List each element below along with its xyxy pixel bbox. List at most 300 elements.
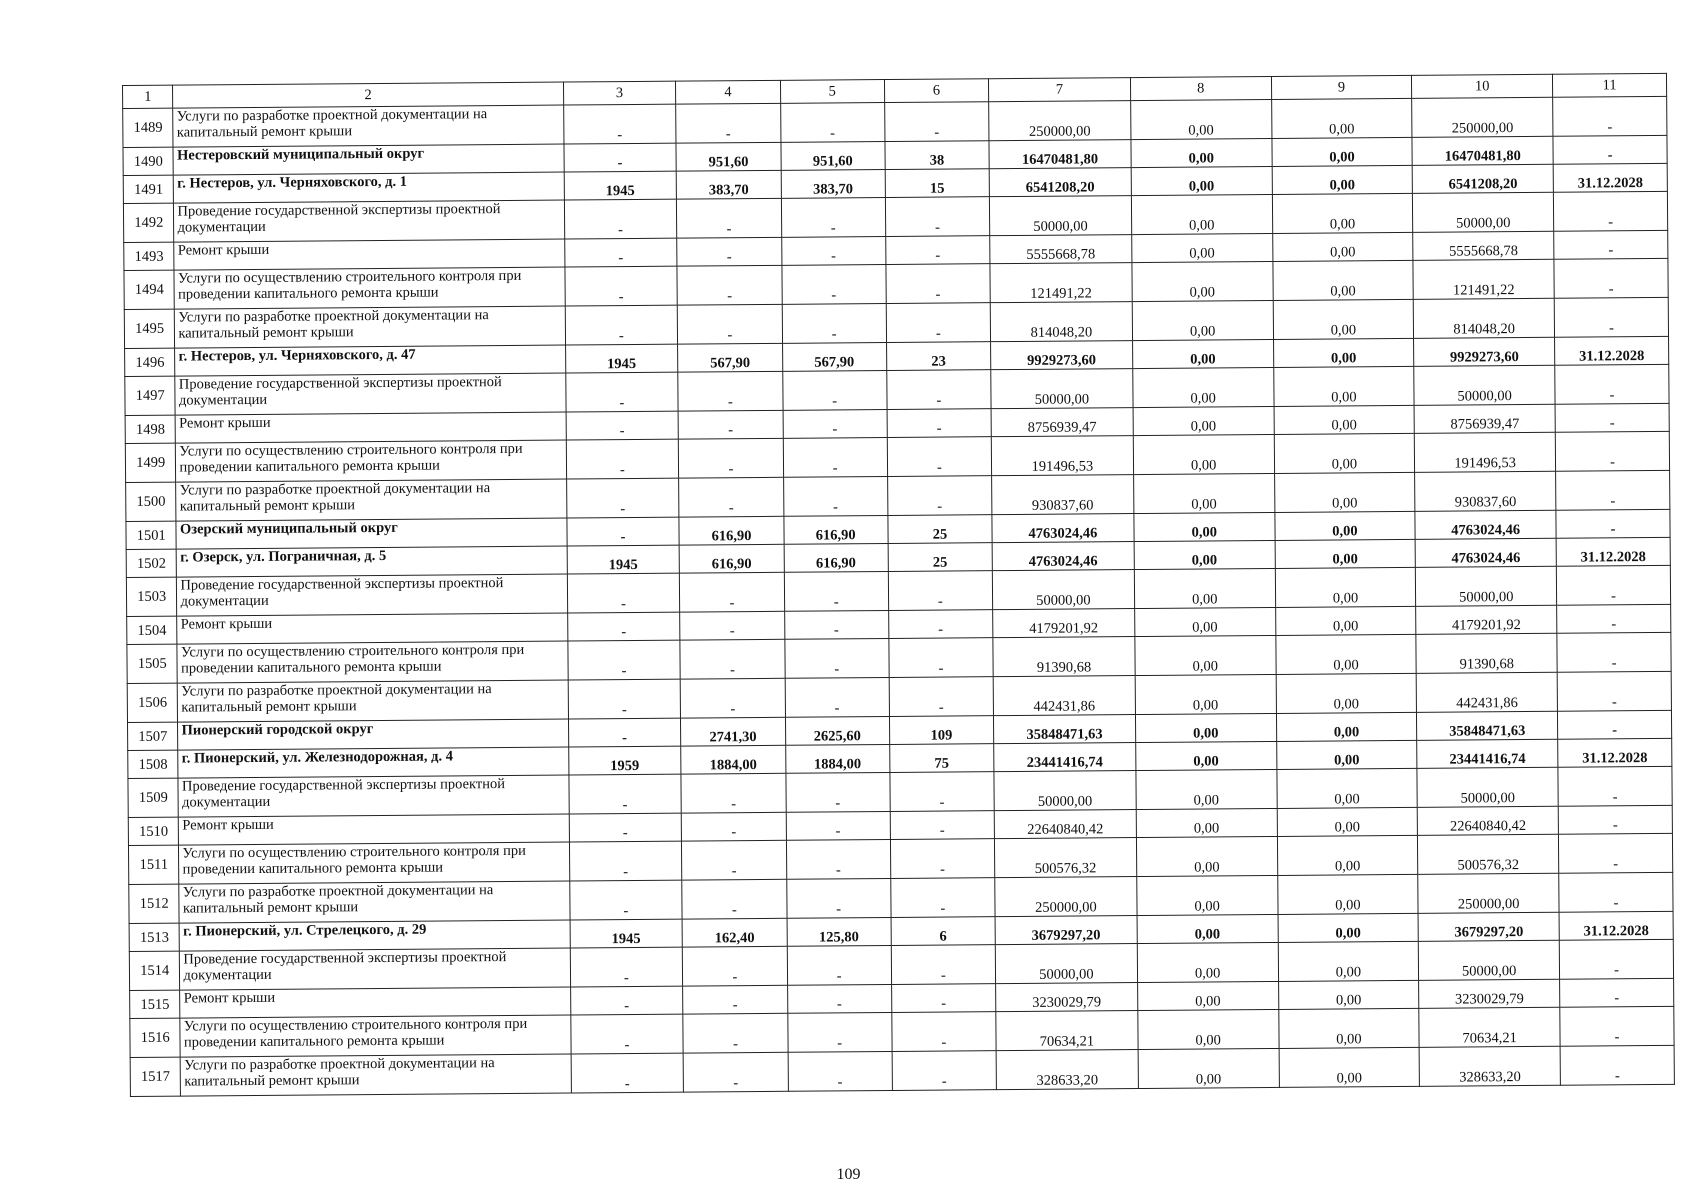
row-number-cell: 1497 [125,376,176,415]
cost-other-cell: 0,00 [1272,260,1413,300]
deadline-cell: - [1557,632,1671,672]
name-cell: Услуги по осуществлению строительного контроля при проведении капитального ремонта крыши [177,641,567,683]
cost-total-cell: 22640840,42 [994,810,1136,839]
cost-fund-cell: 0,00 [1133,473,1274,513]
row-number-cell: 1509 [128,778,179,817]
cost-total-cell: 50000,00 [991,369,1133,409]
cost-other-cell: 0,00 [1275,634,1416,674]
cost-total-cell: 121491,22 [990,263,1132,303]
cost-fund-cell: 0,00 [1133,367,1274,407]
cost-fund-cell: 0,00 [1135,741,1276,770]
residents-cell: - [887,370,992,410]
residents-cell: - [891,984,995,1013]
cost-owner-cell: 4763024,46 [1415,510,1556,539]
residents-cell: - [891,878,996,918]
area-total-cell: 1884,00 [681,745,785,774]
column-number-cell: 8 [1130,76,1271,100]
residents-cell: - [884,102,989,142]
cost-other-cell: 0,00 [1274,511,1415,540]
year-cell: 1945 [570,919,683,948]
name-cell: Проведение государственной экспертизы проектной документации [174,200,564,242]
cost-total-cell: 4179201,92 [993,609,1135,638]
name-cell: Услуги по разработке проектной документации на капитальный ремонт крыши [179,881,569,923]
name-cell: г. Пионерский, ул. Железнодорожная, д. 4 [178,747,568,778]
name-cell: Услуги по осуществлению строительного контроля при проведении капитального ремонта крыши [179,842,569,884]
cost-owner-cell: 328633,20 [1419,1046,1560,1086]
row-number-cell: 1515 [130,990,181,1018]
cost-owner-cell: 6541208,20 [1412,164,1553,193]
year-cell: - [569,813,682,842]
area-living-cell: - [786,839,891,879]
cost-fund-cell: 0,00 [1132,261,1273,301]
residents-cell: - [889,638,994,678]
cost-other-cell: 0,00 [1273,299,1414,339]
residents-cell: 109 [889,716,993,745]
cost-total-cell: 500576,32 [994,838,1136,878]
residents-cell: - [888,610,992,639]
year-cell: - [566,517,679,546]
cost-other-cell: 0,00 [1274,405,1415,434]
area-living-cell: - [788,1051,893,1091]
name-cell: Ремонт крыши [180,987,570,1018]
page-number: 109 [836,1166,861,1183]
year-cell: - [570,986,683,1015]
cost-owner-cell: 4179201,92 [1416,605,1557,634]
area-total-cell: - [682,840,787,880]
name-cell: Ремонт крыши [179,814,569,845]
area-living-cell: - [781,198,886,238]
cost-total-cell: 4763024,46 [992,542,1134,571]
column-number-cell: 5 [780,80,884,104]
document-sheet [122,73,1675,1145]
name-cell: Услуги по разработке проектной документации на капитальный ремонт крыши [178,680,568,722]
cost-owner-cell: 442431,86 [1416,672,1557,712]
cost-total-cell: 930837,60 [992,475,1134,515]
cost-fund-cell: 0,00 [1137,914,1278,943]
area-total-cell: 951,60 [676,142,780,171]
cost-fund-cell: 0,00 [1135,635,1276,675]
cost-owner-cell: 50000,00 [1414,365,1555,405]
deadline-cell: - [1560,1006,1674,1046]
cost-total-cell: 35848471,63 [993,715,1135,744]
deadline-cell: - [1553,191,1667,231]
row-number-cell: 1489 [123,108,174,147]
area-total-cell: - [680,639,785,679]
cost-owner-cell: 70634,21 [1419,1007,1560,1047]
row-number-cell: 1500 [126,482,177,521]
residents-cell: 15 [885,169,989,198]
residents-cell: - [887,437,992,477]
cost-total-cell: 250000,00 [989,101,1131,141]
year-cell: - [564,199,677,239]
area-total-cell: - [678,371,783,411]
residents-cell: - [887,476,992,516]
cost-other-cell: 0,00 [1276,673,1417,713]
cost-other-cell: 0,00 [1273,338,1414,367]
cost-total-cell: 50000,00 [994,771,1136,811]
cost-fund-cell: 0,00 [1134,540,1275,569]
year-cell: - [564,238,677,267]
name-cell: Озерский муниципальный округ [176,518,566,549]
row-number-cell: 1498 [125,415,176,443]
residents-cell: - [889,677,994,717]
area-living-cell: 616,90 [783,515,887,544]
area-living-cell: - [784,610,888,639]
year-cell: - [566,411,679,440]
row-number-cell: 1513 [129,923,180,951]
cost-fund-cell: 0,00 [1132,233,1273,262]
area-living-cell: - [787,945,892,985]
row-number-cell: 1505 [127,644,178,683]
cost-owner-cell: 930837,60 [1415,471,1556,511]
name-cell: Ремонт крыши [177,613,567,644]
area-living-cell: 125,80 [787,917,891,946]
cost-total-cell: 23441416,74 [994,743,1136,772]
area-total-cell: - [678,304,783,344]
area-total-cell: - [683,985,787,1014]
cost-owner-cell: 3679297,20 [1418,912,1559,941]
area-total-cell: - [677,265,782,305]
deadline-cell: - [1558,766,1672,806]
year-cell: - [570,1014,683,1054]
name-cell: Пионерский городской округ [178,719,568,750]
area-living-cell: - [786,811,890,840]
year-cell: - [568,679,681,719]
year-cell: - [569,841,682,881]
cost-other-cell: 0,00 [1273,366,1414,406]
row-number-cell: 1501 [126,521,177,549]
area-total-cell: - [678,410,782,439]
year-cell: - [568,774,681,814]
cost-other-cell: 0,00 [1278,980,1419,1009]
row-number-cell: 1514 [129,951,180,990]
area-total-cell: - [680,572,785,612]
cost-other-cell: 0,00 [1278,913,1419,942]
cost-other-cell: 0,00 [1276,740,1417,769]
area-total-cell: - [679,438,784,478]
cost-owner-cell: 191496,53 [1415,432,1556,472]
cost-total-cell: 442431,86 [993,676,1135,716]
name-cell: Нестеровский муниципальный округ [173,144,563,175]
row-number-cell: 1511 [128,845,179,884]
area-total-cell: - [683,1052,788,1092]
name-cell: Услуги по осуществлению строительного контроля при проведении капитального ремонта крыши [176,440,566,482]
cost-other-cell: 0,00 [1272,165,1413,194]
cost-other-cell: 0,00 [1277,835,1418,875]
year-cell: - [563,143,676,172]
cost-owner-cell: 5555668,78 [1413,231,1554,260]
residents-cell: - [892,1012,997,1052]
cost-total-cell: 50000,00 [989,196,1131,236]
area-living-cell: 951,60 [781,142,885,171]
residents-cell: 6 [891,917,995,946]
deadline-cell: - [1555,364,1669,404]
row-number-cell: 1506 [127,683,178,722]
area-living-cell: 616,90 [784,543,888,572]
deadline-cell: - [1559,872,1673,912]
area-living-cell: - [787,984,891,1013]
area-living-cell: - [783,477,888,517]
cost-other-cell: 0,00 [1274,472,1415,512]
year-cell: - [565,305,678,345]
area-living-cell: - [785,677,890,717]
cost-owner-cell: 121491,22 [1413,259,1554,299]
area-total-cell: - [683,946,788,986]
year-cell: 1945 [564,171,677,200]
area-living-cell: - [782,371,887,411]
year-cell: - [570,947,683,987]
cost-total-cell: 3679297,20 [995,916,1137,945]
cost-fund-cell: 0,00 [1131,138,1272,167]
deadline-cell: - [1555,403,1669,432]
cost-fund-cell: 0,00 [1134,568,1275,608]
year-cell: - [565,372,678,412]
area-total-cell: - [680,611,784,640]
area-total-cell: 162,40 [682,918,786,947]
cost-other-cell: 0,00 [1277,807,1418,836]
area-total-cell: 616,90 [679,544,783,573]
year-cell: - [567,573,680,613]
deadline-cell: - [1559,939,1673,979]
deadline-cell: 31.12.2028 [1553,163,1667,192]
cost-other-cell: 0,00 [1277,874,1418,914]
cost-total-cell: 8756939,47 [991,408,1133,437]
capital-repair-table [122,73,1675,1097]
cost-fund-cell: 0,00 [1133,434,1274,474]
residents-cell: - [888,571,993,611]
deadline-cell: 31.12.2028 [1559,911,1673,940]
cost-other-cell: 0,00 [1278,1008,1419,1048]
name-cell: Услуги по осуществлению строительного контроля при проведении капитального ремонта крыши [174,267,564,309]
row-number-cell: 1495 [124,309,175,348]
cost-fund-cell: 0,00 [1135,674,1276,714]
cost-other-cell: 0,00 [1276,768,1417,808]
cost-fund-cell: 0,00 [1132,300,1273,340]
row-number-cell: 1502 [126,549,177,577]
cost-other-cell: 0,00 [1275,567,1416,607]
cost-owner-cell: 4763024,46 [1415,538,1556,567]
cost-owner-cell: 8756939,47 [1414,404,1555,433]
cost-fund-cell: 0,00 [1136,836,1277,876]
deadline-cell: 31.12.2028 [1555,336,1669,365]
area-living-cell: - [780,103,885,143]
row-number-cell: 1499 [125,443,176,482]
residents-cell: - [890,839,995,879]
deadline-cell: - [1554,258,1668,298]
cost-owner-cell: 16470481,80 [1412,136,1553,165]
cost-owner-cell: 250000,00 [1418,873,1559,913]
cost-total-cell: 814048,20 [990,302,1132,342]
year-cell: 1945 [565,344,678,373]
cost-fund-cell: 0,00 [1131,194,1272,234]
year-cell: - [568,718,681,747]
deadline-cell: - [1558,833,1672,873]
column-number-cell: 3 [563,81,676,105]
area-total-cell: 2741,30 [681,717,785,746]
cost-fund-cell: 0,00 [1137,942,1278,982]
deadline-cell: - [1557,604,1671,633]
deadline-cell: - [1554,297,1668,337]
area-living-cell: - [783,410,887,439]
area-total-cell: - [682,879,787,919]
cost-owner-cell: 22640840,42 [1418,806,1559,835]
row-number-cell: 1503 [126,577,177,616]
deadline-cell: 31.12.2028 [1558,738,1672,767]
area-total-cell: - [677,237,781,266]
area-living-cell: - [781,237,885,266]
cost-owner-cell: 9929273,60 [1414,337,1555,366]
cost-owner-cell: 50000,00 [1419,940,1560,980]
name-cell: Проведение государственной экспертизы проектной документации [175,373,565,415]
area-total-cell: - [676,103,781,143]
residents-cell: - [892,1051,997,1091]
cost-fund-cell: 0,00 [1132,339,1273,368]
name-cell: Услуги по разработке проектной документации на капитальный ремонт крыши [175,306,565,348]
name-cell: Услуги по разработке проектной документации на капитальный ремонт крыши [173,105,563,147]
cost-other-cell: 0,00 [1278,941,1419,981]
residents-cell: 25 [888,515,992,544]
cost-total-cell: 70634,21 [996,1011,1138,1051]
cost-total-cell: 50000,00 [992,570,1134,610]
cost-owner-cell: 23441416,74 [1417,739,1558,768]
row-number-cell: 1510 [128,817,179,845]
area-total-cell: - [677,198,782,238]
area-living-cell: - [781,265,886,305]
residents-cell: - [887,409,991,438]
cost-total-cell: 4763024,46 [992,514,1134,543]
area-total-cell: 383,70 [677,170,781,199]
year-cell: - [566,478,679,518]
row-number-cell: 1492 [123,203,174,242]
deadline-cell: - [1557,671,1671,711]
cost-total-cell: 191496,53 [991,436,1133,476]
cost-other-cell: 0,00 [1272,193,1413,233]
residents-cell: 23 [886,342,990,371]
residents-cell: 25 [888,543,992,572]
residents-cell: - [886,303,991,343]
cost-total-cell: 9929273,60 [991,341,1133,370]
year-cell: 1945 [567,545,680,574]
cost-owner-cell: 3230029,79 [1419,979,1560,1008]
cost-fund-cell: 0,00 [1138,1009,1279,1049]
residents-cell: - [890,811,994,840]
area-total-cell: - [681,773,786,813]
residents-cell: - [885,197,990,237]
name-cell: Проведение государственной экспертизы проектной документации [177,574,567,616]
residents-cell: 38 [885,141,989,170]
name-cell: г. Озерск, ул. Пограничная, д. 5 [177,546,567,577]
cost-total-cell: 5555668,78 [990,235,1132,264]
year-cell: - [569,880,682,920]
cost-fund-cell: 0,00 [1131,166,1272,195]
name-cell: Проведение государственной экспертизы проектной документации [180,948,570,990]
area-living-cell: - [782,304,887,344]
cost-owner-cell: 50000,00 [1416,566,1557,606]
area-living-cell: - [783,438,888,478]
row-number-cell: 1508 [128,750,179,778]
column-number-cell: 1 [123,85,174,108]
year-cell: 1959 [568,746,681,775]
area-living-cell: 383,70 [781,170,885,199]
row-number-cell: 1516 [130,1018,181,1057]
cost-fund-cell: 0,00 [1136,808,1277,837]
area-living-cell: - [784,638,889,678]
cost-fund-cell: 0,00 [1137,875,1278,915]
residents-cell: 75 [889,744,993,773]
name-cell: Услуги по разработке проектной документации на капитальный ремонт крыши [181,1054,571,1096]
deadline-cell: - [1555,431,1669,471]
cost-fund-cell: 0,00 [1138,1048,1279,1088]
name-cell: г. Пионерский, ул. Стрелецкого, д. 29 [180,920,570,951]
residents-cell: - [886,264,991,304]
cost-owner-cell: 35848471,63 [1417,711,1558,740]
row-number-cell: 1512 [129,884,180,923]
column-number-cell: 9 [1271,75,1412,99]
year-cell: - [564,266,677,306]
cost-owner-cell: 500576,32 [1418,834,1559,874]
cost-total-cell: 250000,00 [995,877,1137,917]
cost-fund-cell: 0,00 [1134,512,1275,541]
row-number-cell: 1494 [124,270,175,309]
deadline-cell: - [1556,470,1670,510]
cost-owner-cell: 50000,00 [1417,767,1558,807]
cost-owner-cell: 250000,00 [1412,97,1553,137]
area-total-cell: 616,90 [679,516,783,545]
cost-owner-cell: 50000,00 [1413,192,1554,232]
row-number-cell: 1504 [127,616,178,644]
cost-fund-cell: 0,00 [1136,769,1277,809]
column-number-cell: 10 [1412,74,1553,98]
cost-other-cell: 0,00 [1276,712,1417,741]
cost-fund-cell: 0,00 [1134,607,1275,636]
deadline-cell: - [1560,1045,1674,1085]
cost-total-cell: 6541208,20 [989,168,1131,197]
name-cell: Услуги по осуществлению строительного контроля при проведении капитального ремонта крыши [180,1015,570,1057]
column-number-cell: 6 [884,79,988,103]
area-total-cell: - [682,812,786,841]
deadline-cell: - [1558,710,1672,739]
area-living-cell: 1884,00 [785,744,889,773]
row-number-cell: 1491 [123,175,174,203]
cost-other-cell: 0,00 [1274,433,1415,473]
residents-cell: - [885,236,989,265]
row-number-cell: 1517 [130,1057,181,1096]
name-cell: г. Нестеров, ул. Черняховского, д. 1 [174,172,564,203]
cost-other-cell: 0,00 [1275,539,1416,568]
deadline-cell: - [1556,509,1670,538]
cost-fund-cell: 0,00 [1137,981,1278,1010]
column-number-cell: 2 [173,82,563,108]
year-cell: - [566,439,679,479]
year-cell: - [571,1053,684,1093]
cost-other-cell: 0,00 [1279,1047,1420,1087]
name-cell: Ремонт крыши [174,239,564,270]
area-living-cell: - [784,571,889,611]
residents-cell: - [891,945,996,985]
cost-other-cell: 0,00 [1272,232,1413,261]
cost-total-cell: 16470481,80 [989,140,1131,169]
deadline-cell: - [1554,230,1668,259]
row-number-cell: 1496 [125,348,176,376]
cost-total-cell: 91390,68 [993,637,1135,677]
row-number-cell: 1507 [128,722,179,750]
table-body [123,73,1675,1096]
deadline-cell: - [1558,805,1672,834]
cost-total-cell: 328633,20 [996,1050,1138,1090]
cost-other-cell: 0,00 [1272,137,1413,166]
deadline-cell: 31.12.2028 [1556,537,1670,566]
cost-owner-cell: 814048,20 [1414,298,1555,338]
